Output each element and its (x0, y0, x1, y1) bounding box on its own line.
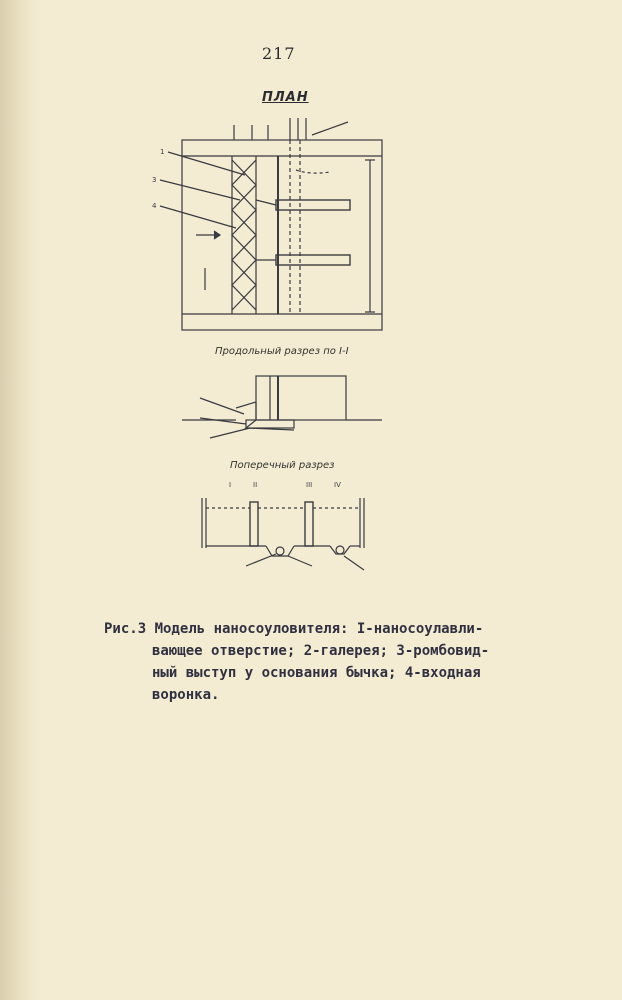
cross-section (202, 498, 364, 570)
plan-title: ПЛАН (262, 90, 309, 105)
cross-section-title: Поперечный разрез (230, 460, 335, 471)
callout-3: 3 (152, 176, 157, 184)
figure-caption (104, 618, 504, 706)
cross-label-1: I (229, 481, 232, 489)
callout-4: 4 (152, 202, 157, 210)
caption-line-2: вающее отверстие; 2-галерея; 3-ромбовид- (152, 643, 490, 659)
caption-line-4: воронка. (152, 687, 220, 703)
cross-label-4: IV (334, 481, 341, 489)
longitudinal-section (182, 376, 382, 438)
page-number: 217 (262, 44, 296, 63)
callout-1: 1 (160, 148, 165, 156)
caption-line-3: ный выступ у основания бычка; 4-входная (152, 665, 481, 681)
caption-line-1: Рис.3 Модель наносоуловителя: I-наносоулавли- (104, 621, 484, 637)
cross-label-3: III (306, 481, 313, 489)
longitudinal-section-title: Продольный разрез по I-I (215, 346, 349, 357)
cross-label-2: II (253, 481, 258, 489)
plan-view (160, 118, 382, 330)
